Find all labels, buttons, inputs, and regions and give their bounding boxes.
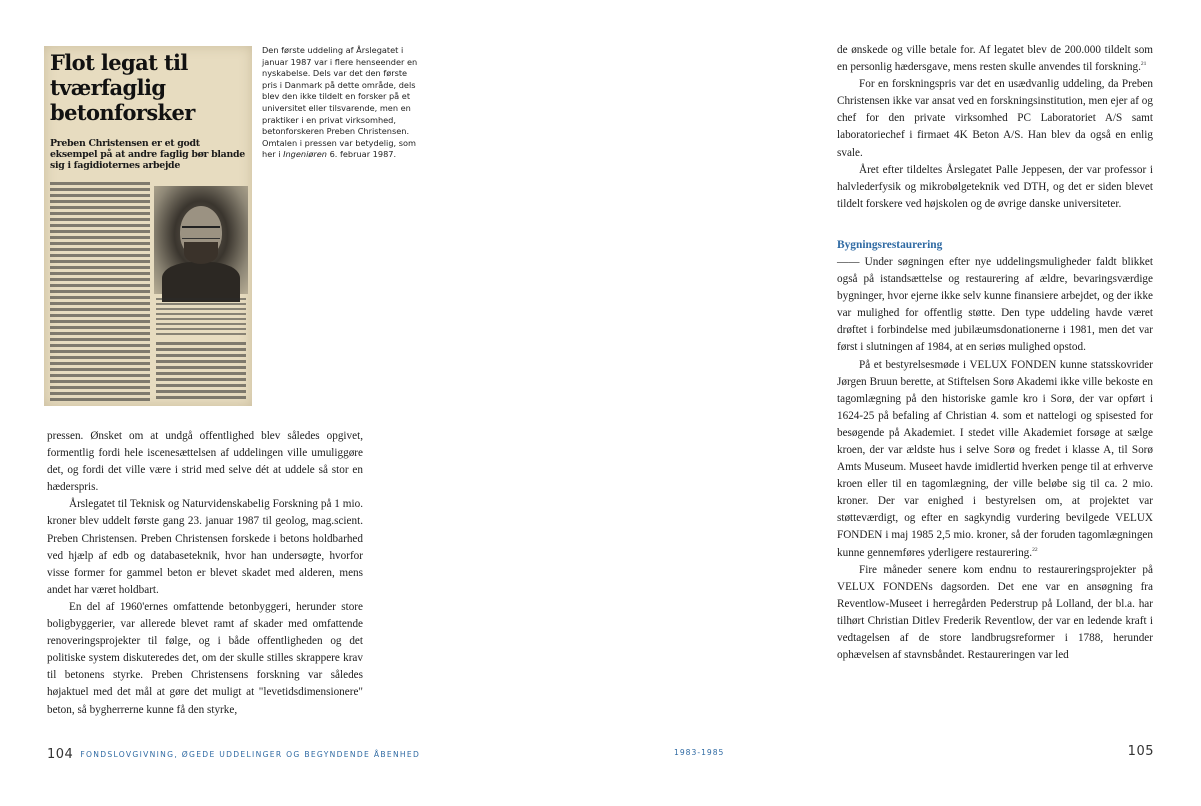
running-years: 1983-1985 [674,748,725,757]
clipping-text-column-2 [156,342,246,402]
paragraph: —— Under søgningen efter nye uddelingsmuligheder faldt blikket også på istandsættelse og restaurering af ældre, bevaringsværdige bygninger, hvor ejerne ikke selv kunne finansiere arbejdet, og der ikke var mulighed for offentlig støtte. Den type uddeling havde været drøftet i forbindelse med jubilæumsdonationerne i 1981, men det var først i slutningen af 1984, at en seriøs mulighed opstod. [837,255,1153,354]
paragraph: Årslegatet til Teknisk og Naturvidenskabelig Forskning på 1 mio. kroner blev uddelt første gang 23. januar 1987 til geolog, mag.scient. Preben Christensen. Preben Christensen forskede i betons holdbarhed ved hjælp af edb og databaseteknik, hvor han undersøgte, hvorfor visse former for gammel beton er blevet skadet med alderen, mens andet har været holdbart. [47,498,363,596]
clipping-text-column [50,182,150,402]
portrait-photo [154,186,248,294]
footnote-ref: 21 [1140,61,1147,68]
paragraph: Året efter tildeltes Årslegatet Palle Jeppesen, der var professor i halvlederfysik og mikrobølgeteknik ved DTH, og det er siden blevet tildelt forskere ved højskolen og de øvrige danske universiteter. [837,163,1153,210]
section-heading: Bygningsrestaurering [837,238,943,251]
clipping-subheadline: Preben Christensen er et godt eksempel på at andre faglig bør blande sig i fagidioternes arbejde [50,138,245,171]
caption-source: Ingeniøren [283,149,327,160]
paragraph: For en forskningspris var det en usædvanlig uddeling, da Preben Christensen ikke var ansat ved en forskningsinstitution, men ejer af og chef for den private virksomhed PC Laboratoriet A/S samt laboratoriechef i firmaet 4K Beton A/S. Han blev da også en enlig svale. [837,78,1153,159]
newspaper-clipping [44,46,252,406]
paragraph: de ønskede og ville betale for. Af legatet blev de 200.000 tildelt som en personlig hædersgave, mens resten skulle anvendes til forskning.$^{21}$ [837,44,1153,74]
left-page-body [47,428,363,719]
footnote-ref: 22 [1032,546,1038,553]
paragraph: På et bestyrelsesmøde i VELUX FONDEN kunne statsskovrider Jørgen Bruun berette, at Stiftelsen Sorø Akademi ikke ville bekoste en tagomlægning på den historiske gamle kro i Sorø, der var opført i 1624-25 på befaling af Christian 4. som et nattelogi og spisested for besøgende på Akademiet. I stedet ville Akademiet forsøge at sælge kroen, der var ældste hus i selve Sorø og fredet i klasse A, til Sorø Amts Museum. Museet havde imidlertid hverken penge til at erhverve kroen eller til en tagomlægning, der ville beløbe sig til ca. 2 mio. kroner. Der var enighed i bestyrelsen om, at projektet var støtteværdigt, og efter en sagkyndig vurdering bevilgede VELUX FONDEN i maj 1985 2,5 mio. kroner, så der foruden tagomlægningen kunne gennemføres yderligere restaurering.$^{22}$ [837,358,1153,559]
page-number-right: 105 [1127,744,1154,759]
paragraph: pressen. Ønsket om at undgå offentlighed blev således opgivet, formentlig fordi hele iscenesættelsen af uddelingen ville umuliggøre det, og fordi det ville være i strid med selve dét at uddele så stor en hæderspris. [47,430,363,494]
paragraph: Fire måneder senere kom endnu to restaureringsprojekter på VELUX FONDENs dagsorden. Det ene var en ansøgning fra Reventlow-Museet i herregården Pederstrup på Lolland, der bl.a. har tilhørt Christian Ditlev Frederik Reventlow, der var en ledende kraft i vedtagelsen af de store landbrugsreformer i 1788, herunder ophævelsen af stavnsbåndet. Restaureringen var led [837,563,1153,662]
right-page-body [837,42,1153,664]
clipping-photo-caption [156,298,246,336]
clipping-headline: Flot legat til tværfaglig betonforsker [50,50,195,125]
image-caption: Den første uddeling af Årslegatet i januar 1987 var i flere henseender en nyskabelse. Dels var det den første pris i Danmark på dette område, dels blev den ikke tildelt en forsker på et universitet eller tilsvarende, men en praktiker i en privat virksomhed, betonforskeren Preben Christensen. Omtalen i pressen var betydelig, som her i Ingeniøren 6. februar 1987. [262,45,418,160]
paragraph: En del af 1960'ernes omfattende betonbyggeri, herunder store boligbyggerier, var allerede blevet ramt af skader med omfattende renoveringsprojekter til følge, og i både offentligheden og det politiske system diskuteredes det, om der skulle stilles skrappere krav til betonens styrke. Preben Christensens forskning var således højaktuel med det mål at gøre det muligt at "levetidsdimensionere" beton, så bygherrerne kunne få den styrke, [47,600,363,716]
running-title: FONDSLOVGIVNING, ØGEDE UDDELINGER OG BEGYNDENDE ÅBENHED [80,750,421,759]
left-page-footer [47,744,420,763]
page-number-left: 104 [47,747,74,762]
